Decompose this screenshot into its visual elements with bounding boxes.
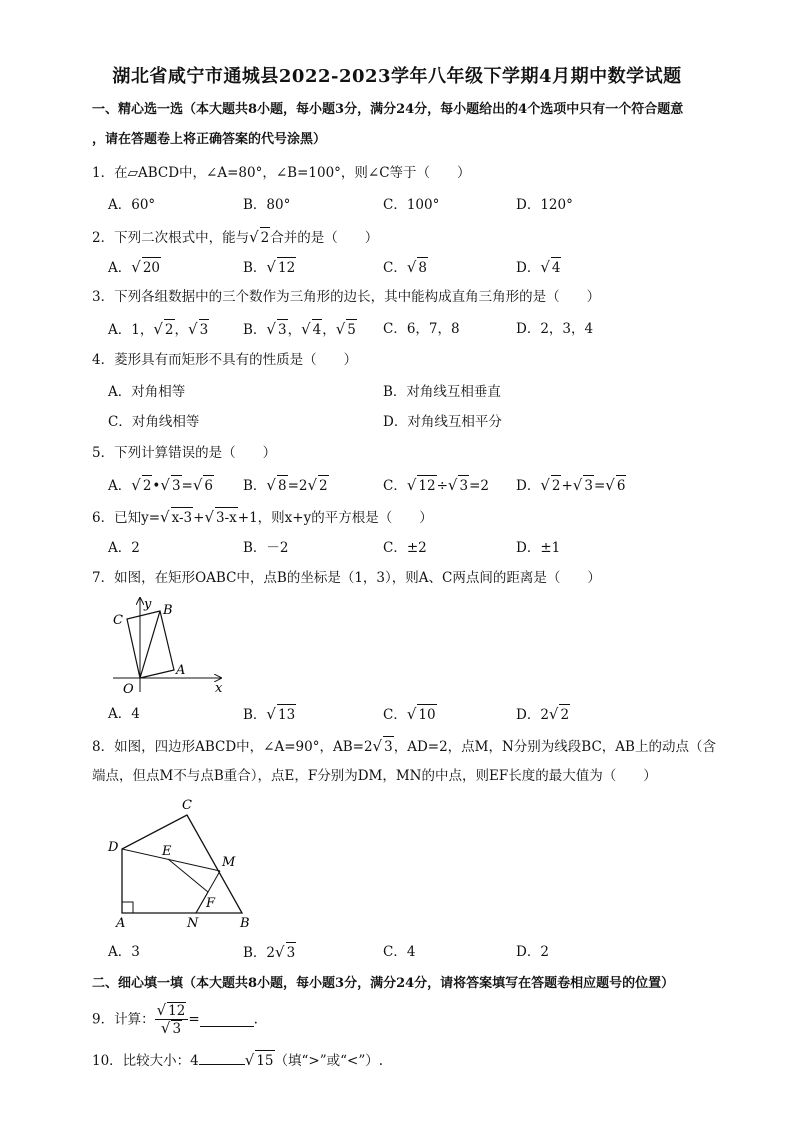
q4-option-d: D．对角线互相平分 <box>383 414 502 430</box>
q4-option-a: A．对角相等 <box>108 384 186 400</box>
q7-label-c: C <box>113 613 123 628</box>
q8-label-c: C <box>182 798 192 813</box>
q8-label-e: E <box>162 844 172 859</box>
question-8-stem-line1: 8．如图，四边形ABCD中，∠A=90°，AB=2√ 3，AD=2，点M，N分别为线段BC，AB上的动点（含 <box>92 737 716 755</box>
q1-option-a: A．60° <box>108 197 156 213</box>
q8-label-a: A <box>116 916 126 931</box>
q7-figure-rectangle-diagram <box>105 592 230 697</box>
q8-label-d: D <box>108 840 119 855</box>
q8-label-m: M <box>222 855 236 870</box>
q8-option-d: D．2 <box>516 944 549 960</box>
q2-option-b: B．√ 12 <box>243 258 296 276</box>
q5-option-d: D．√ 2+√ 3=√ 6 <box>516 476 626 494</box>
question-5-stem: 5．下列计算错误的是（ ） <box>92 445 277 461</box>
question-8-stem-line2: 端点，但点M不与点B重合），点E，F分别为DM，MN的中点，则EF长度的最大值为（ ） <box>92 768 657 784</box>
question-10: 10．比较大小：4 √ 15（填“>”或“<”）. <box>92 1051 384 1069</box>
q6-option-c: C．±2 <box>383 540 427 556</box>
q2-stem-text-b: 合并的是（ ） <box>270 230 379 246</box>
section-1-heading-line1: 一、精心选一选（本大题共8小题，每小题3分，满分24分，每小题给出的4个选项中只有一个符合题意 <box>92 102 684 117</box>
q8-option-b: B．2√ 3 <box>243 943 296 961</box>
q8-right-angle-mark <box>122 902 133 913</box>
question-6-stem: 6．已知y=√ x-3+√ 3-x+1，则x+y的平方根是（ ） <box>92 508 433 526</box>
q2-option-d: D．√ 4 <box>516 258 561 276</box>
q9-fraction: $\frac{√ 12}{√ 3}$ <box>155 1002 189 1037</box>
q1-option-c: C．100° <box>383 197 440 213</box>
q4-option-b: B．对角线互相垂直 <box>383 384 501 400</box>
section-1-heading-line2: ，请在答题卷上将正确答案的代号涂黑） <box>92 132 327 147</box>
page-title: 湖北省咸宁市通城县2022-2023学年八年级下学期4月期中数学试题 <box>112 66 682 87</box>
q1-option-b: B．80° <box>243 197 291 213</box>
q5-option-c: C．√ 12÷√ 3=2 <box>383 476 489 494</box>
q3-option-d: D．2，3，4 <box>516 321 594 337</box>
q3-option-a: A．1，√ 2，√ 3 <box>108 320 209 338</box>
q8-option-a: A．3 <box>108 944 140 960</box>
q1-option-d: D．120° <box>516 197 573 213</box>
question-2-stem: 2．下列二次根式中，能与√ 2合并的是（ ） <box>92 228 379 246</box>
q7-diagonal-ob <box>140 611 160 678</box>
question-1-stem: 1．在▱ABCD中，∠A=80°，∠B=100°，则∠C等于（ ） <box>92 165 471 181</box>
q7-option-d: D．2√ 2 <box>516 705 570 723</box>
q9-answer-blank <box>200 1012 254 1027</box>
q7-label-x: x <box>215 681 223 696</box>
q2-stem-radicand: 2 <box>260 227 271 248</box>
q7-option-a: A．4 <box>108 706 140 722</box>
question-7-stem: 7．如图，在矩形OABC中，点B的坐标是（1，3），则A、C两点间的距离是（ ） <box>92 570 601 586</box>
q5-option-b: B．√ 8=2√ 2 <box>243 476 328 494</box>
q6-option-d: D．±1 <box>516 540 561 556</box>
q5-option-a: A．√ 2•√ 3=√ 6 <box>108 476 213 494</box>
q3-option-b: B．√ 3，√ 4，√ 5 <box>243 320 356 338</box>
question-9: 9．计算： $\frac{√ 12}{√ 3}$ = . <box>92 1001 258 1037</box>
q8-label-f: F <box>206 896 216 911</box>
q6-option-a: A．2 <box>108 540 140 556</box>
q2-stem-text-a: 2．下列二次根式中，能与 <box>92 230 250 246</box>
q7-option-b: B．√ 13 <box>243 705 296 723</box>
q6-option-b: B．－2 <box>243 540 289 556</box>
q7-label-y: y <box>144 597 152 612</box>
q7-label-a: A <box>176 663 186 678</box>
q8-label-n: N <box>187 916 199 931</box>
q7-label-o: O <box>123 682 134 697</box>
q2-option-c: C．√ 8 <box>383 258 427 276</box>
q7-label-b: B <box>163 603 173 618</box>
q8-label-b: B <box>240 916 250 931</box>
q2-option-a: A．√ 20 <box>108 258 160 276</box>
question-3-stem: 3．下列各组数据中的三个数作为三角形的边长，其中能构成直角三角形的是（ ） <box>92 289 601 305</box>
q8-option-c: C．4 <box>383 944 416 960</box>
q4-option-c: C．对角线相等 <box>108 414 200 430</box>
question-4-stem: 4．菱形具有而矩形不具有的性质是（ ） <box>92 352 358 368</box>
q8-figure-quadrilateral-diagram <box>100 793 260 933</box>
q3-option-c: C．6，7，8 <box>383 321 460 337</box>
q10-answer-blank <box>199 1050 245 1065</box>
section-2-heading: 二、细心填一填（本大题共8小题，每小题3分，满分24分，请将答案填写在答题卷相应题号的位置） <box>92 976 675 991</box>
q7-option-c: C．√ 10 <box>383 705 436 723</box>
